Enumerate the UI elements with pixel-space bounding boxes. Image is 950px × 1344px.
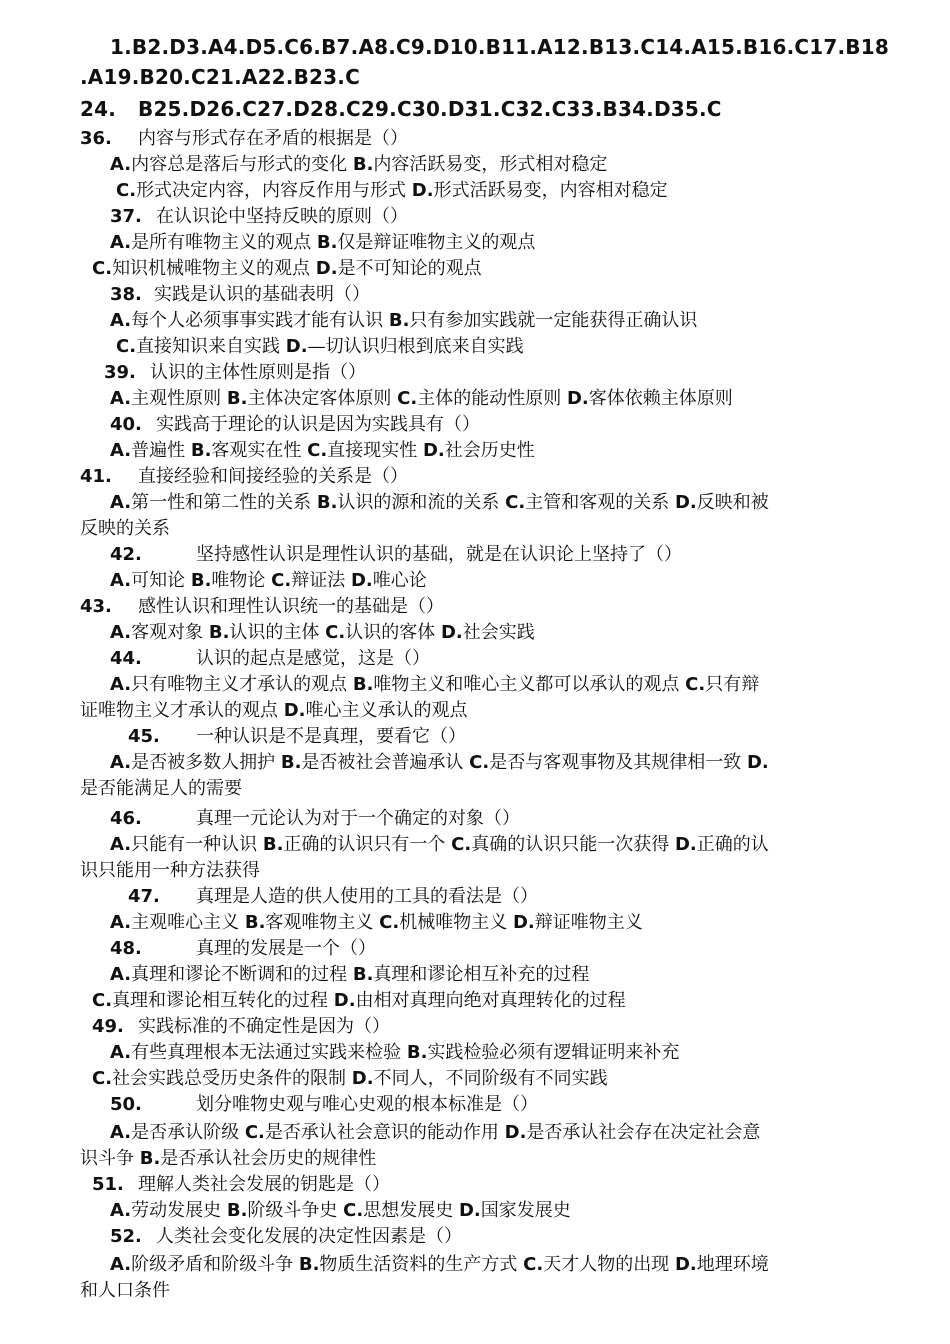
option-text: 客观唯物主义: [265, 912, 380, 933]
option-text: 不同人，不同阶级有不同实践: [373, 1068, 608, 1089]
answer-options: [92, 988, 626, 1014]
option-letter: D.: [566, 388, 589, 409]
option-text: 客观对象: [131, 622, 209, 643]
question-stem: [110, 542, 682, 568]
option-letter: D.: [283, 700, 306, 721]
answer-options: [110, 962, 589, 988]
option-text: 辩证法: [291, 570, 351, 591]
option-letter: B.: [352, 674, 374, 695]
option-text: 是否承认阶级: [131, 1122, 245, 1143]
question-number: 51.: [92, 1174, 124, 1195]
answer-key-line-2: .A19.B20.C21.A22.B23.C: [80, 65, 360, 89]
option-letter: B.: [352, 964, 374, 985]
continuation-text: 是否能满足人的需要: [80, 778, 242, 799]
option-text: 识斗争: [80, 1148, 140, 1169]
option-letter: B.: [262, 834, 284, 855]
question-stem: [110, 204, 408, 230]
option-text: 是否被社会普遍承认: [301, 752, 470, 773]
option-letter: D.: [411, 180, 434, 201]
option-letter: A.: [110, 388, 132, 409]
option-letter: C.: [116, 336, 137, 357]
question-stem: [110, 1224, 462, 1250]
option-letter: B.: [208, 622, 230, 643]
answer-options: [110, 750, 769, 776]
option-letter: B.: [388, 310, 410, 331]
option-letter: A.: [110, 1254, 132, 1275]
question-number: 43.: [80, 596, 112, 617]
option-letter: A.: [110, 310, 132, 331]
question-number: 48.: [110, 938, 142, 959]
option-letter: B.: [139, 1148, 161, 1169]
question-stem: [110, 1092, 538, 1118]
option-letter: B.: [280, 752, 302, 773]
option-text: 有些真理根本无法通过实践来检验: [131, 1042, 407, 1063]
option-letter: D.: [746, 752, 769, 773]
option-letter: C.: [244, 1122, 265, 1143]
option-text: 阶级斗争史: [247, 1200, 344, 1221]
question-text: 真理的发展是一个（）: [196, 938, 376, 959]
option-letter: A.: [110, 1200, 132, 1221]
option-letter: B.: [352, 154, 374, 175]
option-text: 形式决定内容，内容反作用与形式: [136, 180, 412, 201]
answer-options: [110, 1040, 679, 1066]
option-letter: B.: [226, 388, 248, 409]
option-text: 是不可知论的观点: [337, 258, 482, 279]
option-letter: C.: [379, 912, 400, 933]
option-text: 劳动发展史: [131, 1200, 227, 1221]
option-letter: C.: [685, 674, 706, 695]
option-text: 真理和谬论相互补充的过程: [373, 964, 590, 985]
question-number: 50.: [110, 1094, 142, 1115]
option-text: 真理和谬论不断调和的过程: [131, 964, 353, 985]
question-stem: [128, 724, 466, 750]
option-letter: C.: [271, 570, 292, 591]
answer-options: [110, 490, 769, 516]
question-text: 坚持感性认识是理性认识的基础，就是在认识论上坚持了（）: [196, 544, 682, 565]
option-letter: C.: [116, 180, 137, 201]
question-stem: [92, 1172, 390, 1198]
option-letter: D.: [504, 1122, 527, 1143]
answer-key-number: 24.: [80, 97, 117, 121]
question-text: 划分唯物史观与唯心史观的根本标准是（）: [196, 1094, 538, 1115]
option-letter: A.: [110, 912, 132, 933]
option-letter: C.: [505, 492, 526, 513]
question-stem: [80, 126, 408, 152]
option-text: 认识的客体: [345, 622, 441, 643]
option-letter: D.: [350, 570, 373, 591]
option-letter: C.: [307, 440, 328, 461]
option-letter: C.: [397, 388, 418, 409]
option-text: 思想发展史: [363, 1200, 459, 1221]
answer-options: [80, 1146, 376, 1172]
option-text: 国家发展史: [480, 1200, 571, 1221]
option-text: 主观性原则: [131, 388, 227, 409]
option-letter: D.: [285, 336, 308, 357]
option-letter: C.: [92, 1068, 113, 1089]
option-text: 主体决定客体原则: [247, 388, 398, 409]
option-letter: C.: [325, 622, 346, 643]
option-letter: A.: [110, 674, 132, 695]
option-text: 内容总是落后与形式的变化: [131, 154, 353, 175]
option-letter: C.: [92, 258, 113, 279]
question-number: 49.: [92, 1016, 124, 1037]
option-letter: A.: [110, 440, 132, 461]
option-text: 证唯物主义才承认的观点: [80, 700, 284, 721]
question-text: 理解人类社会发展的钥匙是（）: [138, 1174, 390, 1195]
question-text: 真理是人造的供人使用的工具的看法是（）: [196, 886, 538, 907]
option-text: 仅是辩证唯物主义的观点: [337, 232, 536, 253]
question-text: 实践高于理论的认识是因为实践具有（）: [156, 414, 480, 435]
option-text: 由相对真理向绝对真理转化的过程: [355, 990, 626, 1011]
option-text: 社会历史性: [444, 440, 535, 461]
question-number: 47.: [128, 886, 160, 907]
option-text: 是否被多数人拥护: [131, 752, 281, 773]
option-letter: B.: [226, 1200, 248, 1221]
question-number: 44.: [110, 648, 142, 669]
option-letter: D.: [333, 990, 356, 1011]
continuation-text: 识只能用一种方法获得: [80, 860, 260, 881]
option-letter: C.: [343, 1200, 364, 1221]
option-text: 每个人必须事事实践才能有认识: [131, 310, 389, 331]
question-text: 实践是认识的基础表明（）: [154, 284, 370, 305]
option-text: 是否与客观事物及其规律相一致: [489, 752, 747, 773]
option-text: 可知论: [131, 570, 191, 591]
option-text: 唯物主义和唯心主义都可以承认的观点: [373, 674, 686, 695]
option-text: 认识的源和流的关系: [337, 492, 506, 513]
question-number: 52.: [110, 1226, 142, 1247]
answer-options: [110, 386, 733, 412]
question-number: 42.: [110, 544, 142, 565]
option-letter: D.: [458, 1200, 481, 1221]
question-number: 41.: [80, 466, 112, 487]
option-text: 是否承认社会历史的规律性: [160, 1148, 377, 1169]
option-letter: C.: [92, 990, 113, 1011]
question-stem: [110, 646, 430, 672]
option-text: 形式活跃易变，内容相对稳定: [433, 180, 668, 201]
answer-options: [110, 308, 697, 334]
question-text: 实践标准的不确定性是因为（）: [138, 1016, 390, 1037]
option-letter: B.: [298, 1254, 320, 1275]
answer-options: [80, 698, 468, 724]
question-number: 40.: [110, 414, 142, 435]
option-text: 反映和被: [696, 492, 769, 513]
answer-options: [110, 230, 535, 256]
option-text: 只有辩: [705, 674, 760, 695]
option-text: 是所有唯物主义的观点: [131, 232, 317, 253]
answer-options: [110, 1252, 769, 1278]
question-text: 人类社会变化发展的决定性因素是（）: [156, 1226, 462, 1247]
option-letter: B.: [316, 492, 338, 513]
question-stem: [110, 282, 370, 308]
question-number: 45.: [128, 726, 160, 747]
question-text: 一种认识是不是真理，要看它（）: [196, 726, 466, 747]
option-text: 辩证唯物主义: [534, 912, 643, 933]
option-text: —切认识归根到底来自实践: [307, 336, 524, 357]
option-letter: B.: [316, 232, 338, 253]
option-letter: A.: [110, 492, 132, 513]
option-letter: B.: [190, 440, 212, 461]
question-text: 直接经验和间接经验的关系是（）: [138, 466, 408, 487]
question-text: 内容与形式存在矛盾的根据是（）: [138, 128, 408, 149]
option-text: 普遍性: [131, 440, 191, 461]
answer-key-values: B25.D26.C27.D28.C29.C30.D31.C32.C33.B34.D35.C: [138, 97, 722, 121]
question-text: 认识的起点是感觉，这是（）: [196, 648, 430, 669]
option-letter: D.: [674, 834, 697, 855]
answer-options: [110, 438, 535, 464]
answer-options: [110, 152, 607, 178]
option-text: 直接现实性: [327, 440, 423, 461]
option-letter: D.: [674, 1254, 697, 1275]
option-letter: A.: [110, 232, 132, 253]
option-letter: A.: [110, 964, 132, 985]
option-text: 是否承认社会存在决定社会意: [526, 1122, 761, 1143]
option-text: 天才人物的出现: [543, 1254, 675, 1275]
answer-options: [92, 256, 482, 282]
question-stem: [92, 1014, 390, 1040]
answer-options: [110, 568, 427, 594]
option-letter: A.: [110, 1042, 132, 1063]
option-letter: A.: [110, 154, 132, 175]
question-text: 认识的主体性原则是指（）: [150, 362, 366, 383]
question-stem: [110, 806, 520, 832]
option-text: 主观唯心主义: [131, 912, 245, 933]
option-text: 客体依赖主体原则: [588, 388, 733, 409]
option-text: 知识机械唯物主义的观点: [112, 258, 316, 279]
option-text: 直接知识来自实践: [136, 336, 286, 357]
option-letter: B.: [406, 1042, 428, 1063]
continuation-text: 反映的关系: [80, 518, 170, 539]
option-text: 第一性和第二性的关系: [131, 492, 317, 513]
option-text: 社会实践总受历史条件的限制: [112, 1068, 352, 1089]
option-letter: B.: [244, 912, 266, 933]
question-stem: [110, 936, 376, 962]
answer-options: [110, 832, 769, 858]
option-letter: A.: [110, 570, 132, 591]
answer-options: [110, 672, 759, 698]
question-number: 46.: [110, 808, 142, 829]
option-text: 唯心主义承认的观点: [305, 700, 468, 721]
answer-options: [92, 1066, 608, 1092]
option-letter: D.: [440, 622, 463, 643]
option-letter: C.: [451, 834, 472, 855]
question-stem: [110, 412, 480, 438]
question-stem: [80, 464, 408, 490]
option-letter: B.: [190, 570, 212, 591]
option-text: 主管和客观的关系: [525, 492, 675, 513]
question-stem: [80, 594, 444, 620]
option-text: 唯心论: [372, 570, 427, 591]
option-text: 客观实在性: [211, 440, 308, 461]
option-letter: D.: [351, 1068, 374, 1089]
option-text: 只有参加实践就一定能获得正确认识: [409, 310, 698, 331]
question-text: 感性认识和理性认识统一的基础是（）: [138, 596, 444, 617]
option-text: 正确的认: [696, 834, 769, 855]
question-number: 36.: [80, 128, 112, 149]
question-text: 真理一元论认为对于一个确定的对象（）: [196, 808, 520, 829]
answer-key-line-3: [80, 96, 722, 122]
option-text: 社会实践: [462, 622, 535, 643]
option-letter: A.: [110, 752, 132, 773]
option-text: 阶级矛盾和阶级斗争: [131, 1254, 299, 1275]
question-number: 39.: [104, 362, 136, 383]
continuation-text: 和人口条件: [80, 1280, 170, 1301]
option-text: 正确的认识只有一个: [283, 834, 452, 855]
option-text: 真确的认识只能一次获得: [471, 834, 675, 855]
answer-options: [110, 910, 643, 936]
option-letter: D.: [422, 440, 445, 461]
answer-options: [110, 1198, 571, 1224]
option-text: 内容活跃易变，形式相对稳定: [373, 154, 608, 175]
option-letter: C.: [523, 1254, 544, 1275]
answer-key-line-1: 1.B2.D3.A4.D5.C6.B7.A8.C9.D10.B11.A12.B13.C14.A15.B16.C17.B18: [110, 35, 889, 59]
answer-options: [116, 334, 524, 360]
option-text: 只有唯物主义才承认的观点: [131, 674, 353, 695]
option-text: 是否承认社会意识的能动作用: [264, 1122, 505, 1143]
option-text: 真理和谬论相互转化的过程: [112, 990, 334, 1011]
option-text: 只能有一种认识: [131, 834, 263, 855]
option-text: 地理环境: [696, 1254, 769, 1275]
answer-options: [116, 178, 668, 204]
option-letter: A.: [110, 622, 132, 643]
option-text: 认识的主体: [229, 622, 326, 643]
question-text: 在认识论中坚持反映的原则（）: [156, 206, 408, 227]
option-text: 实践检验必须有逻辑证明来补充: [427, 1042, 680, 1063]
option-text: 机械唯物主义: [399, 912, 513, 933]
question-number: 38.: [110, 284, 142, 305]
question-number: 37.: [110, 206, 142, 227]
question-stem: [104, 360, 366, 386]
question-stem: [128, 884, 538, 910]
answer-options: [110, 620, 535, 646]
option-letter: A.: [110, 1122, 132, 1143]
answer-options: [110, 1120, 760, 1146]
option-letter: D.: [674, 492, 697, 513]
option-letter: D.: [315, 258, 338, 279]
option-text: 唯物论: [211, 570, 272, 591]
option-text: 物质生活资料的生产方式: [319, 1254, 524, 1275]
option-letter: A.: [110, 834, 132, 855]
option-letter: D.: [512, 912, 535, 933]
option-letter: C.: [469, 752, 490, 773]
option-text: 主体的能动性原则: [417, 388, 567, 409]
